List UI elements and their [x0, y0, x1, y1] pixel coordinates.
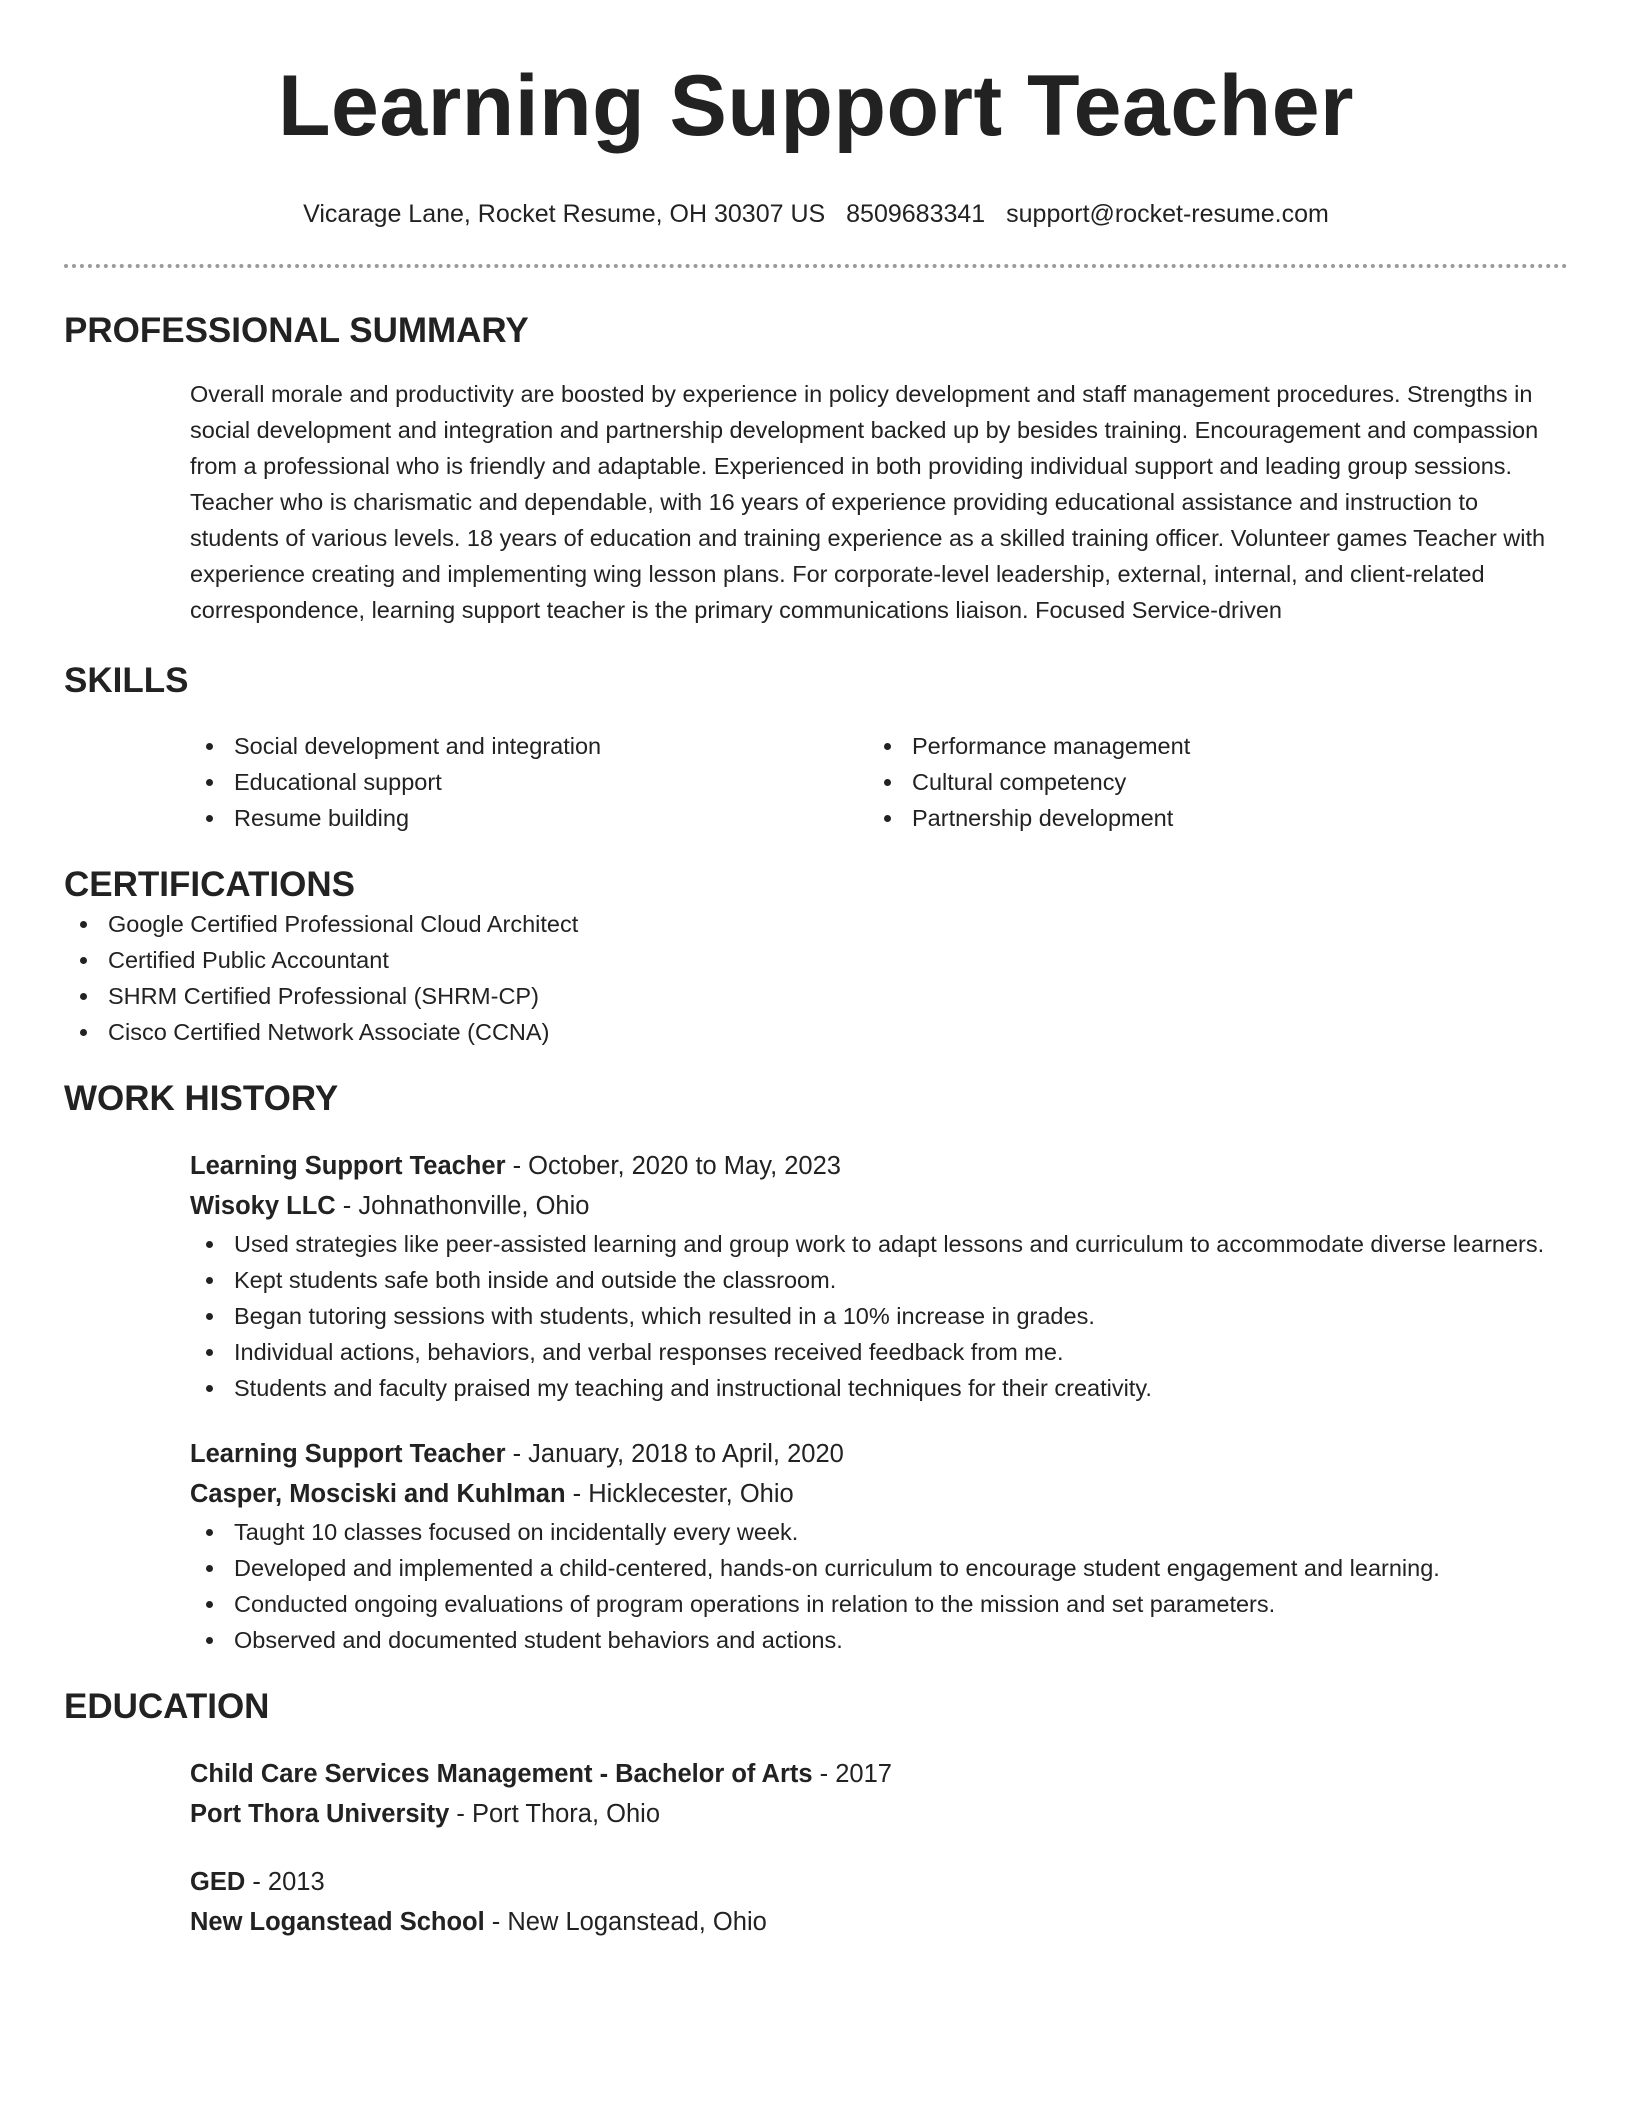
education-location: - Port Thora, Ohio	[449, 1800, 661, 1828]
education-degree: Child Care Services Management - Bachelor of Arts	[190, 1760, 813, 1788]
education-location: - New Loganstead, Ohio	[484, 1908, 767, 1936]
job-duty: Began tutoring sessions with students, which resulted in a 10% increase in grades.	[190, 1298, 1568, 1334]
skills-heading: SKILLS	[64, 661, 189, 700]
certification-item: SHRM Certified Professional (SHRM-CP)	[64, 978, 1568, 1014]
contact-line	[64, 198, 1568, 230]
skill-item: Performance management	[868, 728, 1546, 764]
skill-item: Cultural competency	[868, 764, 1546, 800]
education-degree-line	[190, 1862, 1568, 1902]
certification-item: Cisco Certified Network Associate (CCNA)	[64, 1014, 1568, 1050]
education-school: Port Thora University	[190, 1800, 450, 1828]
job-role: Learning Support Teacher	[190, 1152, 506, 1180]
job-dates: - January, 2018 to April, 2020	[505, 1440, 844, 1468]
job-company-line	[190, 1186, 1568, 1226]
job-location: - Johnathonville, Ohio	[335, 1192, 590, 1220]
job-title-line	[190, 1434, 1568, 1474]
summary-heading: PROFESSIONAL SUMMARY	[64, 311, 529, 350]
job-duty: Taught 10 classes focused on incidentally every week.	[190, 1514, 1568, 1550]
education-degree-line	[190, 1754, 1568, 1794]
job-duty: Conducted ongoing evaluations of program operations in relation to the mission and set parameters.	[190, 1586, 1568, 1622]
job-location: - Hicklecester, Ohio	[565, 1480, 794, 1508]
job-dates: - October, 2020 to May, 2023	[505, 1152, 841, 1180]
education-heading: EDUCATION	[64, 1687, 270, 1726]
education-degree: GED	[190, 1868, 246, 1896]
job-role: Learning Support Teacher	[190, 1440, 506, 1468]
job-duty: Kept students safe both inside and outside the classroom.	[190, 1262, 1568, 1298]
job-duty: Developed and implemented a child-centered, hands-on curriculum to encourage student engagement and learning.	[190, 1550, 1568, 1586]
header-divider	[64, 264, 1568, 268]
skills-column-left	[190, 728, 868, 836]
job-duties-list	[190, 1226, 1568, 1406]
certification-item: Google Certified Professional Cloud Architect	[64, 906, 1568, 942]
education-entry	[190, 1862, 1568, 1942]
education-school-line	[190, 1794, 1568, 1834]
job-entry	[190, 1146, 1568, 1406]
contact-address: Vicarage Lane, Rocket Resume, OH 30307 US	[303, 200, 826, 228]
skill-item: Educational support	[190, 764, 868, 800]
education-year: - 2017	[812, 1760, 892, 1788]
skill-item: Resume building	[190, 800, 868, 836]
job-company: Casper, Mosciski and Kuhlman	[190, 1480, 566, 1508]
skills-column-right	[868, 728, 1546, 836]
skill-item: Partnership development	[868, 800, 1546, 836]
education-year: - 2013	[245, 1868, 325, 1896]
summary-text: Overall morale and productivity are boosted by experience in policy development and staff management procedures. Strengths in social development and integration and partnership development backed up by besides training. Encouragement and compassion from a professional who is friendly and adaptable. Experienced in both providing individual support and leading group sessions. Teacher who is charismatic and dependable, with 16 years of experience providing educational assistance and instruction to students of various levels. 18 years of education and training experience as a skilled training officer. Volunteer games Teacher with experience creating and implementing wing lesson plans. For corporate-level leadership, external, internal, and client-related correspondence, learning support teacher is the primary communications liaison. Focused Service-driven	[190, 381, 1546, 623]
job-entry	[190, 1434, 1568, 1658]
job-duties-list	[190, 1514, 1568, 1658]
certifications-heading: CERTIFICATIONS	[64, 865, 356, 904]
skill-item: Social development and integration	[190, 728, 868, 764]
education-entry	[190, 1754, 1568, 1834]
candidate-name: Learning Support Teacher	[278, 58, 1354, 154]
certifications-list	[64, 906, 1568, 1050]
job-company-line	[190, 1474, 1568, 1514]
education-school-line	[190, 1902, 1568, 1942]
job-duty: Students and faculty praised my teaching and instructional techniques for their creativity.	[190, 1370, 1568, 1406]
skills-grid	[190, 728, 1568, 836]
job-duty: Observed and documented student behaviors and actions.	[190, 1622, 1568, 1658]
work-history-heading: WORK HISTORY	[64, 1079, 339, 1118]
job-title-line	[190, 1146, 1568, 1186]
education-school: New Loganstead School	[190, 1908, 485, 1936]
job-duty: Used strategies like peer-assisted learning and group work to adapt lessons and curriculum to accommodate diverse learners.	[190, 1226, 1568, 1262]
job-company: Wisoky LLC	[190, 1192, 336, 1220]
contact-email: support@rocket-resume.com	[1006, 200, 1329, 228]
job-duty: Individual actions, behaviors, and verbal responses received feedback from me.	[190, 1334, 1568, 1370]
certification-item: Certified Public Accountant	[64, 942, 1568, 978]
contact-phone: 8509683341	[846, 200, 986, 228]
